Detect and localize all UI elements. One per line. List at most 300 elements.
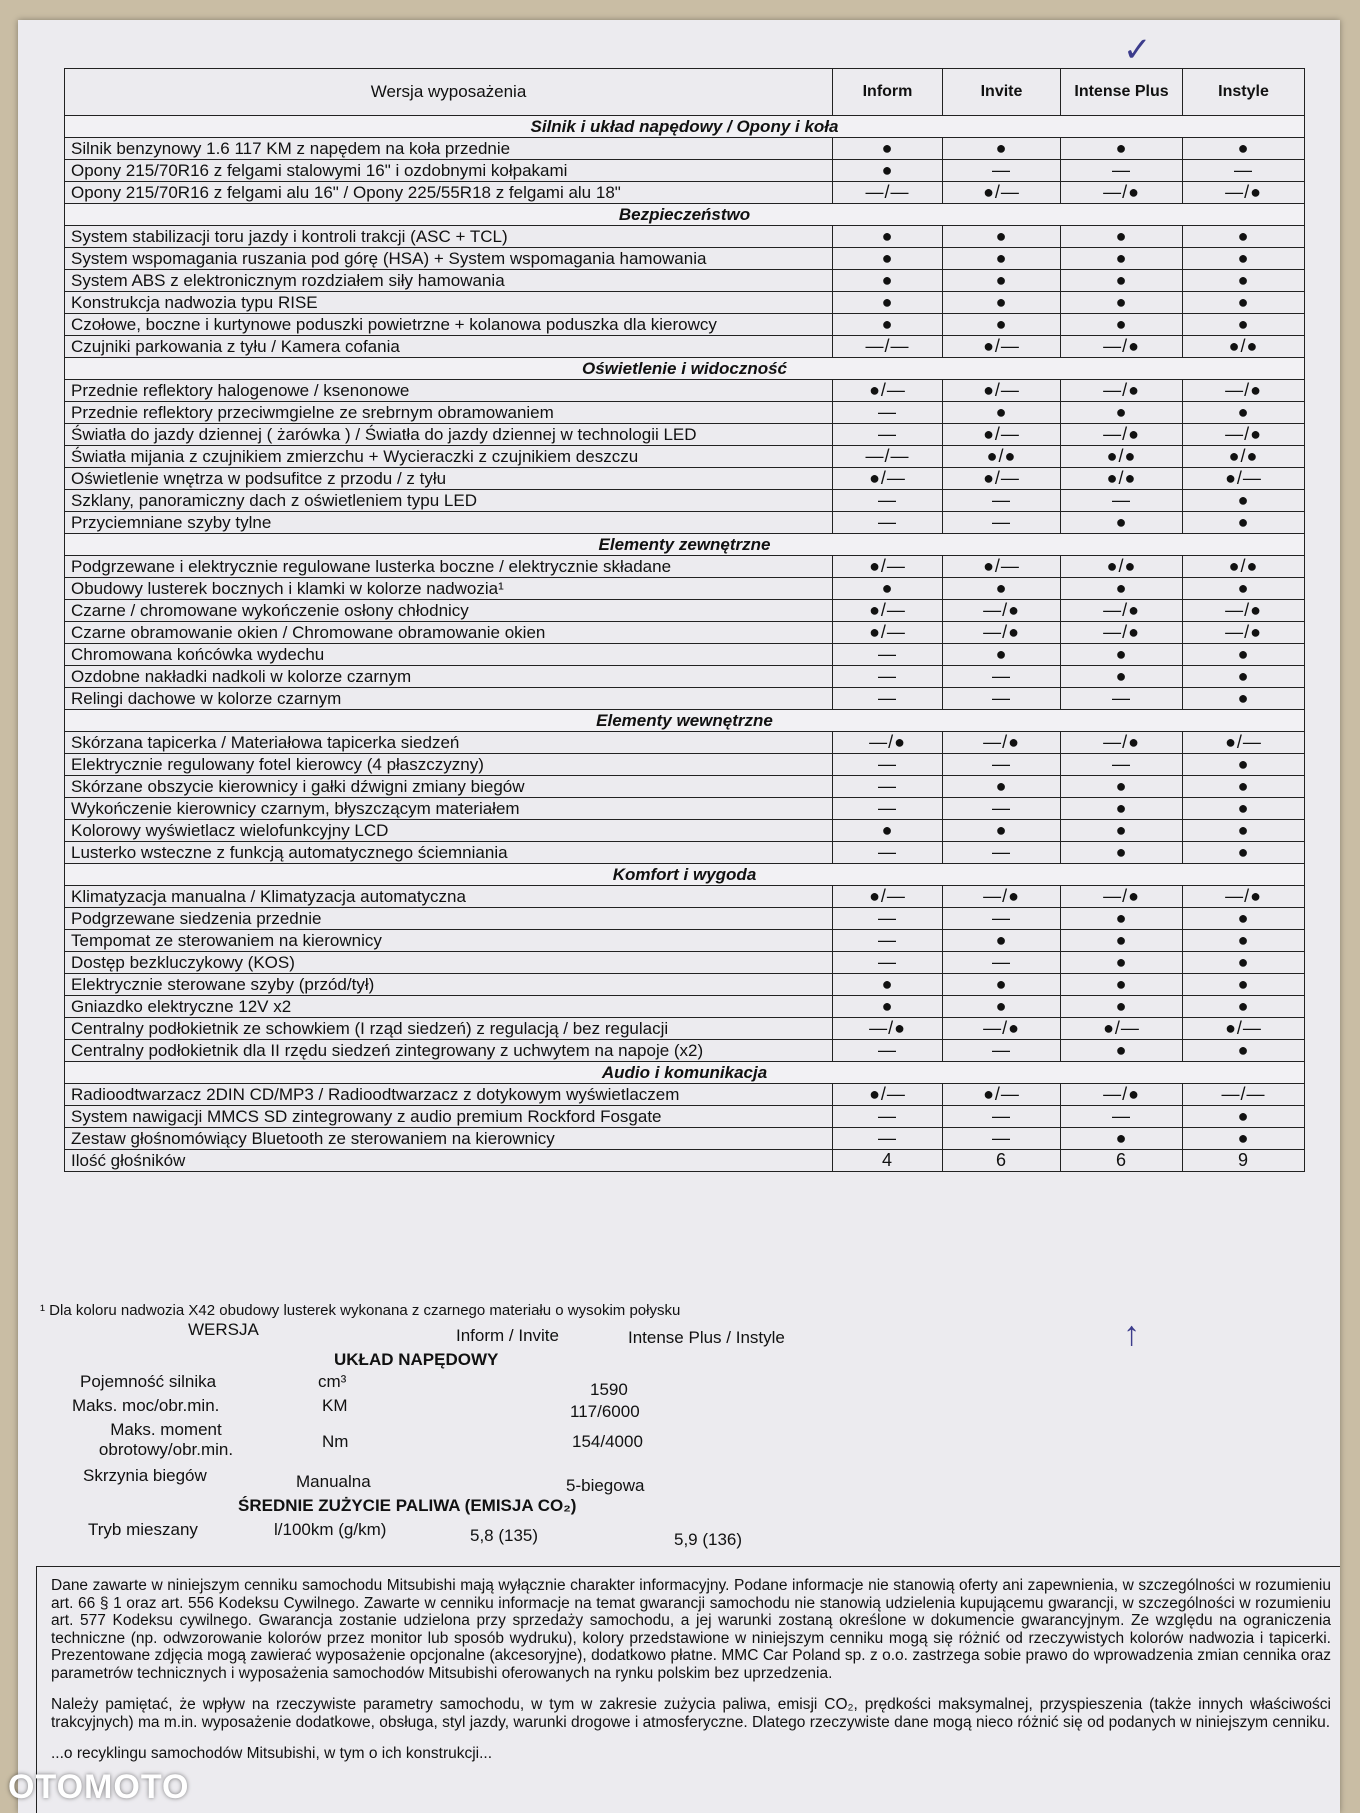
feature-value-inform: — <box>833 1106 943 1128</box>
engine-row-label: Maks. moment obrotowy/obr.min. <box>98 1420 234 1459</box>
table-row <box>65 1040 1305 1062</box>
equipment-table-body <box>65 116 1305 1172</box>
feature-value-instyle: ● <box>1183 490 1305 512</box>
feature-label: Obudowy lusterek bocznych i klamki w kolorze nadwozia¹ <box>65 578 833 600</box>
table-row <box>65 248 1305 270</box>
feature-value-instyle: ● <box>1183 688 1305 710</box>
feature-value-invite: — <box>943 908 1061 930</box>
feature-label: Szklany, panoramiczny dach z oświetleniem typu LED <box>65 490 833 512</box>
section-title: Komfort i wygoda <box>65 864 1305 886</box>
feature-value-invite: — <box>943 754 1061 776</box>
feature-value-intense-plus: ● <box>1061 974 1183 996</box>
feature-value-intense-plus: ● <box>1061 842 1183 864</box>
feature-label: Dostęp bezkluczykowy (KOS) <box>65 952 833 974</box>
engine-fuel-title-row <box>38 1496 813 1520</box>
feature-value-intense-plus: ● <box>1061 138 1183 160</box>
table-row <box>65 490 1305 512</box>
feature-label: Zestaw głośnomówiący Bluetooth ze sterowaniem na kierownicy <box>65 1128 833 1150</box>
feature-value-instyle: — <box>1183 160 1305 182</box>
feature-value-intense-plus: ● <box>1061 270 1183 292</box>
section-header-row <box>65 1062 1305 1084</box>
feature-value-invite: —/● <box>943 622 1061 644</box>
feature-value-inform: ● <box>833 160 943 182</box>
feature-value-invite: ● <box>943 974 1061 996</box>
feature-label: System nawigacji MMCS SD zintegrowany z audio premium Rockford Fosgate <box>65 1106 833 1128</box>
feature-value-intense-plus: —/● <box>1061 336 1183 358</box>
feature-label: Silnik benzynowy 1.6 117 KM z napędem na koła przednie <box>65 138 833 160</box>
engine-row <box>38 1372 813 1399</box>
feature-value-invite: ● <box>943 248 1061 270</box>
engine-row-label: Pojemność silnika <box>80 1372 217 1391</box>
section-header-row <box>65 204 1305 226</box>
section-header-row <box>65 534 1305 556</box>
feature-value-intense-plus: ● <box>1061 402 1183 424</box>
engine-specs <box>38 1320 813 1549</box>
feature-value-intense-plus: — <box>1061 1106 1183 1128</box>
feature-value-instyle: ● <box>1183 666 1305 688</box>
feature-value-intense-plus: ● <box>1061 798 1183 820</box>
table-row <box>65 402 1305 424</box>
feature-value-intense-plus: — <box>1061 490 1183 512</box>
feature-value-instyle: ● <box>1183 270 1305 292</box>
feature-value-inform: — <box>833 776 943 798</box>
feature-value-inform: — <box>833 424 943 446</box>
feature-value-invite: ●/— <box>943 424 1061 446</box>
disclaimer-paragraph-1: Dane zawarte w niniejszym cenniku samochodu Mitsubishi mają wyłącznie charakter informacyjny. Podane informacje nie stanowią oferty ani zapewnienia, w szczególności w rozumieniu art. 66 § 1 oraz art. 556 Kodeksu Cywilnego. Zawarte w cenniku informacje na temat gwarancji samochodu nie stanowią udzielenia kupującemu gwarancji, w szczególności w rozumieniu art. 577 Kodeksu cywilnego. Gwarancja zostanie udzielona przy sprzedaży samochodu, a jej warunki zostaną określone w dokumencie gwarancyjnym. Ze względu na ograniczenia techniczne (np. odwzorowanie kolorów przez monitor lub sposób wydruku), kolory przedstawione w niniejszym cenniku mogą się różnić od rzeczywistych kolorów nadwozia i tapicerki. Prezentowane zdjęcia mogą zawierać wyposażenie opcjonalne (akcesoryjne), dodatkowo płatne. MMC Car Poland sp. z o.o. zastrzega sobie prawo do wprowadzenia zmian cennika oraz parametrów technicznych i wyposażenia samochodów Mitsubishi oferowanych na rynku polskim bez uprzedzenia. <box>51 1577 1331 1682</box>
feature-value-intense-plus: ● <box>1061 1040 1183 1062</box>
table-row <box>65 732 1305 754</box>
feature-value-instyle: ●/— <box>1183 468 1305 490</box>
feature-value-intense-plus: —/● <box>1061 380 1183 402</box>
feature-value-inform: — <box>833 688 943 710</box>
feature-value-inform: ●/— <box>833 886 943 908</box>
feature-value-invite: ● <box>943 270 1061 292</box>
feature-value-invite: — <box>943 512 1061 534</box>
feature-value-intense-plus: ● <box>1061 776 1183 798</box>
section-title: Elementy zewnętrzne <box>65 534 1305 556</box>
feature-label: Centralny podłokietnik dla II rzędu siedzeń zintegrowany z uchwytem na napoje (x2) <box>65 1040 833 1062</box>
feature-value-inform: ● <box>833 314 943 336</box>
feature-value-inform: ● <box>833 292 943 314</box>
feature-value-intense-plus: ●/● <box>1061 556 1183 578</box>
feature-value-inform: ●/— <box>833 556 943 578</box>
feature-value-intense-plus: ●/● <box>1061 468 1183 490</box>
otomoto-watermark: OTOMOTO <box>8 1768 190 1806</box>
feature-value-inform: — <box>833 1128 943 1150</box>
feature-value-inform: ● <box>833 578 943 600</box>
engine-fuel-value-2: 5,9 (136) <box>674 1530 743 1549</box>
table-row <box>65 886 1305 908</box>
feature-value-inform: —/● <box>833 732 943 754</box>
feature-value-inform: ● <box>833 248 943 270</box>
feature-value-inform: — <box>833 644 943 666</box>
feature-value-intense-plus: ● <box>1061 930 1183 952</box>
feature-value-inform: — <box>833 754 943 776</box>
feature-label: Gniazdko elektryczne 12V x2 <box>65 996 833 1018</box>
engine-row-unit: Nm <box>322 1432 349 1451</box>
feature-value-instyle: —/— <box>1183 1084 1305 1106</box>
engine-row <box>38 1466 813 1496</box>
feature-value-instyle: —/● <box>1183 424 1305 446</box>
feature-label: Konstrukcja nadwozia typu RISE <box>65 292 833 314</box>
feature-label: Lusterko wsteczne z funkcją automatycznego ściemniania <box>65 842 833 864</box>
feature-value-intense-plus: — <box>1061 160 1183 182</box>
engine-row-value: 154/4000 <box>572 1432 643 1451</box>
feature-value-intense-plus: ● <box>1061 512 1183 534</box>
feature-value-instyle: ● <box>1183 1128 1305 1150</box>
table-row <box>65 578 1305 600</box>
feature-value-inform: —/● <box>833 1018 943 1040</box>
feature-value-intense-plus: ● <box>1061 314 1183 336</box>
feature-value-instyle: ● <box>1183 974 1305 996</box>
feature-value-intense-plus: ● <box>1061 666 1183 688</box>
feature-value-invite: ●/— <box>943 556 1061 578</box>
feature-value-instyle: —/● <box>1183 182 1305 204</box>
feature-value-instyle: —/● <box>1183 600 1305 622</box>
feature-value-inform: — <box>833 512 943 534</box>
engine-row <box>38 1396 813 1420</box>
feature-value-invite: — <box>943 160 1061 182</box>
feature-value-intense-plus: ● <box>1061 1128 1183 1150</box>
table-row <box>65 182 1305 204</box>
equipment-table <box>64 68 1305 1172</box>
footnote: ¹ Dla koloru nadwozia X42 obudowy lusterek wykonana z czarnego materiału o wysokim połysku <box>40 1302 681 1319</box>
feature-value-instyle: ● <box>1183 226 1305 248</box>
table-row <box>65 270 1305 292</box>
table-row <box>65 820 1305 842</box>
feature-value-instyle: ● <box>1183 776 1305 798</box>
feature-value-intense-plus: ● <box>1061 952 1183 974</box>
feature-label: Czołowe, boczne i kurtynowe poduszki powietrzne + kolanowa poduszka dla kierowcy <box>65 314 833 336</box>
feature-value-instyle: ● <box>1183 292 1305 314</box>
table-row <box>65 688 1305 710</box>
feature-label: Światła mijania z czujnikiem zmierzchu + Wycieraczki z czujnikiem deszczu <box>65 446 833 468</box>
feature-value-invite: ● <box>943 776 1061 798</box>
feature-value-intense-plus: —/● <box>1061 424 1183 446</box>
feature-value-inform: ●/— <box>833 380 943 402</box>
feature-value-instyle: ● <box>1183 512 1305 534</box>
table-row <box>65 952 1305 974</box>
table-row <box>65 1084 1305 1106</box>
feature-value-inform: ●/— <box>833 600 943 622</box>
feature-value-inform: — <box>833 798 943 820</box>
feature-value-invite: — <box>943 1106 1061 1128</box>
feature-label: Ilość głośników <box>65 1150 833 1172</box>
feature-label: Światła do jazdy dziennej ( żarówka ) / Światła do jazdy dziennej w technologii LED <box>65 424 833 446</box>
feature-label: Relingi dachowe w kolorze czarnym <box>65 688 833 710</box>
feature-value-invite: — <box>943 952 1061 974</box>
feature-value-inform: ● <box>833 138 943 160</box>
feature-value-intense-plus: ● <box>1061 578 1183 600</box>
feature-value-invite: ● <box>943 930 1061 952</box>
feature-value-inform: — <box>833 402 943 424</box>
feature-label: Ozdobne nakładki nadkoli w kolorze czarnym <box>65 666 833 688</box>
feature-label: System wspomagania ruszania pod górę (HSA) + System wspomagania hamowania <box>65 248 833 270</box>
feature-label: Radioodtwarzacz 2DIN CD/MP3 / Radioodtwarzacz z dotykowym wyświetlaczem <box>65 1084 833 1106</box>
table-row <box>65 798 1305 820</box>
feature-value-invite: — <box>943 798 1061 820</box>
table-row <box>65 314 1305 336</box>
feature-value-instyle: ● <box>1183 644 1305 666</box>
disclaimer-box <box>36 1566 1340 1813</box>
engine-row-value: 1590 <box>590 1380 628 1399</box>
feature-value-intense-plus: ● <box>1061 226 1183 248</box>
feature-value-invite: — <box>943 842 1061 864</box>
feature-value-instyle: ● <box>1183 138 1305 160</box>
section-header-row <box>65 710 1305 732</box>
feature-value-instyle: —/● <box>1183 886 1305 908</box>
disclaimer-paragraph-3: ...o recyklingu samochodów Mitsubishi, w tym o ich konstrukcji... <box>51 1745 493 1762</box>
feature-value-instyle: ● <box>1183 1106 1305 1128</box>
feature-value-invite: — <box>943 1128 1061 1150</box>
feature-value-inform: — <box>833 952 943 974</box>
table-row <box>65 468 1305 490</box>
feature-value-invite: — <box>943 490 1061 512</box>
table-row <box>65 292 1305 314</box>
feature-label: Opony 215/70R16 z felgami stalowymi 16" i ozdobnymi kołpakami <box>65 160 833 182</box>
feature-value-inform: — <box>833 908 943 930</box>
feature-value-invite: ● <box>943 226 1061 248</box>
feature-value-instyle: —/● <box>1183 380 1305 402</box>
feature-value-inform: — <box>833 490 943 512</box>
feature-value-instyle: ● <box>1183 754 1305 776</box>
section-title: Elementy wewnętrzne <box>65 710 1305 732</box>
section-header-row <box>65 116 1305 138</box>
feature-value-instyle: ●/● <box>1183 446 1305 468</box>
feature-value-inform: —/— <box>833 182 943 204</box>
feature-value-instyle: ●/— <box>1183 1018 1305 1040</box>
feature-value-invite: —/● <box>943 600 1061 622</box>
price-list-sheet <box>18 20 1340 1813</box>
feature-value-instyle: ● <box>1183 798 1305 820</box>
feature-value-intense-plus: ●/— <box>1061 1018 1183 1040</box>
header-version-instyle: Instyle <box>1183 69 1305 116</box>
feature-value-invite: ●/— <box>943 182 1061 204</box>
table-row <box>65 380 1305 402</box>
feature-value-inform: — <box>833 1040 943 1062</box>
section-title: Audio i komunikacja <box>65 1062 1305 1084</box>
section-header-row <box>65 358 1305 380</box>
feature-value-invite: ● <box>943 138 1061 160</box>
feature-value-intense-plus: ● <box>1061 820 1183 842</box>
engine-row-value: 5-biegowa <box>566 1476 645 1495</box>
feature-value-instyle: ● <box>1183 248 1305 270</box>
feature-value-inform: ● <box>833 996 943 1018</box>
table-row <box>65 754 1305 776</box>
feature-value-invite: ● <box>943 996 1061 1018</box>
table-row <box>65 1106 1305 1128</box>
feature-value-invite: ● <box>943 644 1061 666</box>
engine-col-inform-invite: Inform / Invite <box>456 1326 559 1345</box>
table-row <box>65 974 1305 996</box>
engine-fuel-title: ŚREDNIE ZUŻYCIE PALIWA (EMISJA CO₂) <box>238 1496 577 1515</box>
feature-label: Czarne / chromowane wykończenie osłony chłodnicy <box>65 600 833 622</box>
engine-row-value: 117/6000 <box>570 1402 640 1421</box>
table-row <box>65 226 1305 248</box>
engine-row-label: Maks. moc/obr.min. <box>72 1396 220 1415</box>
engine-drive-title-row <box>38 1344 813 1372</box>
table-row <box>65 666 1305 688</box>
feature-value-instyle: ● <box>1183 314 1305 336</box>
table-row <box>65 1150 1305 1172</box>
engine-fuel-value-1: 5,8 (135) <box>470 1526 539 1545</box>
feature-value-inform: — <box>833 842 943 864</box>
feature-value-intense-plus: ● <box>1061 644 1183 666</box>
feature-value-intense-plus: — <box>1061 688 1183 710</box>
feature-value-intense-plus: —/● <box>1061 600 1183 622</box>
feature-label: Przyciemniane szyby tylne <box>65 512 833 534</box>
feature-value-inform: ● <box>833 226 943 248</box>
feature-value-invite: —/● <box>943 886 1061 908</box>
feature-value-instyle: ● <box>1183 820 1305 842</box>
feature-value-intense-plus: ●/● <box>1061 446 1183 468</box>
section-title: Oświetlenie i widoczność <box>65 358 1305 380</box>
feature-label: System ABS z elektronicznym rozdziałem siły hamowania <box>65 270 833 292</box>
table-row <box>65 556 1305 578</box>
engine-fuel-label: Tryb mieszany <box>88 1520 198 1539</box>
engine-row <box>38 1420 813 1466</box>
feature-value-invite: ●/— <box>943 336 1061 358</box>
feature-label: Podgrzewane siedzenia przednie <box>65 908 833 930</box>
table-row <box>65 644 1305 666</box>
feature-label: Przednie reflektory halogenowe / ksenonowe <box>65 380 833 402</box>
feature-label: Podgrzewane i elektrycznie regulowane lusterka boczne / elektrycznie składane <box>65 556 833 578</box>
feature-value-instyle: ● <box>1183 842 1305 864</box>
feature-label: Czarne obramowanie okien / Chromowane obramowanie okien <box>65 622 833 644</box>
engine-row-unit: cm³ <box>318 1372 347 1391</box>
feature-value-instyle: ● <box>1183 952 1305 974</box>
feature-value-instyle: ●/— <box>1183 732 1305 754</box>
section-header-row <box>65 864 1305 886</box>
section-title: Bezpieczeństwo <box>65 204 1305 226</box>
feature-value-intense-plus: 6 <box>1061 1150 1183 1172</box>
table-row <box>65 446 1305 468</box>
table-row <box>65 908 1305 930</box>
feature-value-intense-plus: — <box>1061 754 1183 776</box>
feature-value-inform: —/— <box>833 446 943 468</box>
feature-label: Kolorowy wyświetlacz wielofunkcyjny LCD <box>65 820 833 842</box>
feature-value-intense-plus: —/● <box>1061 622 1183 644</box>
feature-value-inform: —/— <box>833 336 943 358</box>
feature-value-inform: — <box>833 666 943 688</box>
engine-header-row <box>38 1320 813 1347</box>
feature-label: Wykończenie kierownicy czarnym, błyszczącym materiałem <box>65 798 833 820</box>
feature-value-invite: — <box>943 688 1061 710</box>
table-row <box>65 930 1305 952</box>
feature-value-inform: — <box>833 930 943 952</box>
header-version-inform: Inform <box>833 69 943 116</box>
feature-value-instyle: ●/● <box>1183 336 1305 358</box>
feature-value-instyle: ● <box>1183 578 1305 600</box>
engine-fuel-row <box>38 1520 813 1549</box>
feature-value-invite: ● <box>943 402 1061 424</box>
feature-value-intense-plus: —/● <box>1061 732 1183 754</box>
feature-value-intense-plus: ● <box>1061 248 1183 270</box>
feature-label: Elektrycznie regulowany fotel kierowcy (4 płaszczyzny) <box>65 754 833 776</box>
feature-value-invite: ● <box>943 292 1061 314</box>
feature-value-invite: ●/— <box>943 1084 1061 1106</box>
table-header-row <box>65 69 1305 116</box>
feature-value-invite: — <box>943 1040 1061 1062</box>
feature-value-invite: ● <box>943 578 1061 600</box>
engine-row-unit: KM <box>322 1396 348 1415</box>
handwritten-check-icon: ✓ <box>1123 31 1152 69</box>
header-version-invite: Invite <box>943 69 1061 116</box>
feature-label: Przednie reflektory przeciwmgielne ze srebrnym obramowaniem <box>65 402 833 424</box>
feature-value-inform: ● <box>833 820 943 842</box>
feature-value-intense-plus: —/● <box>1061 886 1183 908</box>
feature-value-intense-plus: ● <box>1061 908 1183 930</box>
feature-value-inform: ●/— <box>833 622 943 644</box>
feature-value-intense-plus: ● <box>1061 996 1183 1018</box>
table-row <box>65 600 1305 622</box>
feature-value-instyle: —/● <box>1183 622 1305 644</box>
feature-label: Chromowana końcówka wydechu <box>65 644 833 666</box>
table-row <box>65 424 1305 446</box>
engine-row-unit: Manualna <box>296 1472 371 1491</box>
table-row <box>65 160 1305 182</box>
table-row <box>65 622 1305 644</box>
feature-value-intense-plus: ● <box>1061 292 1183 314</box>
header-version-label: Wersja wyposażenia <box>65 69 833 116</box>
feature-value-invite: ●/— <box>943 380 1061 402</box>
handwritten-arrow-icon: ↑ <box>1123 1315 1140 1353</box>
feature-value-invite: 6 <box>943 1150 1061 1172</box>
engine-row-label: Skrzynia biegów <box>83 1466 207 1485</box>
feature-value-instyle: ● <box>1183 930 1305 952</box>
feature-value-invite: —/● <box>943 732 1061 754</box>
engine-fuel-unit: l/100km (g/km) <box>274 1520 387 1539</box>
feature-value-invite: — <box>943 666 1061 688</box>
table-row <box>65 336 1305 358</box>
feature-label: Czujniki parkowania z tyłu / Kamera cofania <box>65 336 833 358</box>
feature-value-instyle: ● <box>1183 1040 1305 1062</box>
engine-col-intense-instyle: Intense Plus / Instyle <box>628 1328 785 1347</box>
table-row <box>65 1128 1305 1150</box>
feature-label: System stabilizacji toru jazdy i kontroli trakcji (ASC + TCL) <box>65 226 833 248</box>
feature-value-intense-plus: —/● <box>1061 182 1183 204</box>
feature-label: Centralny podłokietnik ze schowkiem (I rząd siedzeń) z regulacją / bez regulacji <box>65 1018 833 1040</box>
feature-value-invite: ●/— <box>943 468 1061 490</box>
table-row <box>65 1018 1305 1040</box>
section-title: Silnik i układ napędowy / Opony i koła <box>65 116 1305 138</box>
feature-value-invite: ● <box>943 314 1061 336</box>
feature-value-inform: 4 <box>833 1150 943 1172</box>
feature-value-invite: ● <box>943 820 1061 842</box>
engine-wersja-label: WERSJA <box>188 1320 259 1339</box>
table-row <box>65 996 1305 1018</box>
feature-label: Opony 215/70R16 z felgami alu 16" / Opony 225/55R18 z felgami alu 18" <box>65 182 833 204</box>
header-version-intense-plus: Intense Plus <box>1061 69 1183 116</box>
feature-value-instyle: ● <box>1183 908 1305 930</box>
feature-label: Skórzana tapicerka / Materiałowa tapicerka siedzeń <box>65 732 833 754</box>
feature-value-inform: ●/— <box>833 1084 943 1106</box>
engine-drive-title: UKŁAD NAPĘDOWY <box>334 1350 499 1369</box>
feature-value-inform: ●/— <box>833 468 943 490</box>
feature-label: Klimatyzacja manualna / Klimatyzacja automatyczna <box>65 886 833 908</box>
table-row <box>65 138 1305 160</box>
feature-value-invite: —/● <box>943 1018 1061 1040</box>
feature-label: Skórzane obszycie kierownicy i gałki dźwigni zmiany biegów <box>65 776 833 798</box>
table-row <box>65 776 1305 798</box>
feature-value-instyle: ● <box>1183 402 1305 424</box>
feature-value-instyle: ●/● <box>1183 556 1305 578</box>
feature-label: Oświetlenie wnętrza w podsufitce z przodu / z tyłu <box>65 468 833 490</box>
feature-value-instyle: 9 <box>1183 1150 1305 1172</box>
feature-label: Tempomat ze sterowaniem na kierownicy <box>65 930 833 952</box>
feature-value-inform: ● <box>833 974 943 996</box>
table-row <box>65 512 1305 534</box>
